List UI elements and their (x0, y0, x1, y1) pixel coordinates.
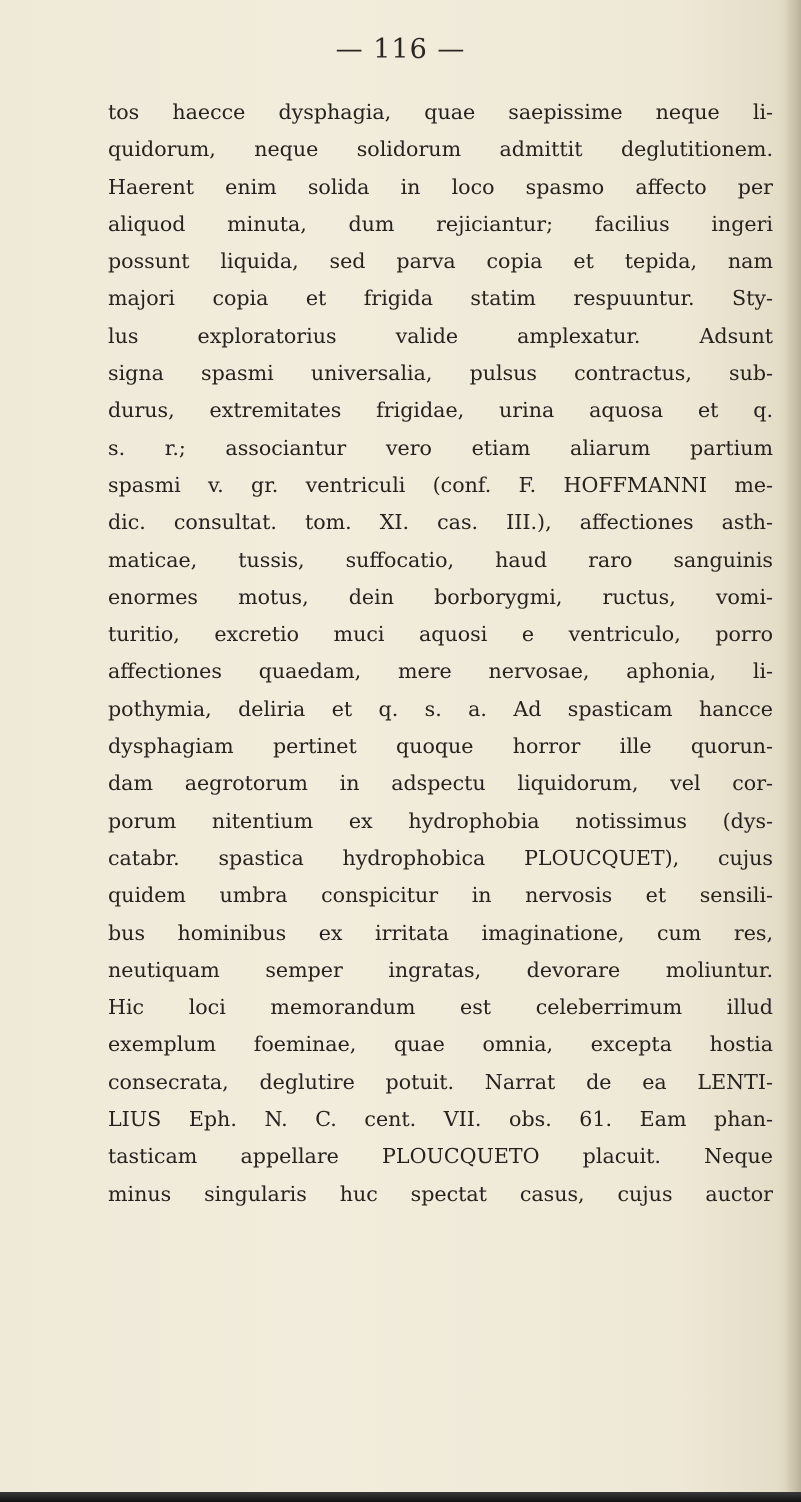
text-line: consecrata, deglutire potuit. Narrat de ea LENTI- (108, 1069, 773, 1094)
text-line: Haerent enim solida in loco spasmo affecto per (108, 174, 773, 199)
text-line: durus, extremitates frigidae, urina aquosa et q. (108, 398, 773, 423)
text-line: possunt liquida, sed parva copia et tepida, nam (108, 249, 773, 274)
text-line: turitio, excretio muci aquosi e ventriculo, porro (108, 622, 773, 647)
text-line: dam aegrotorum in adspectu liquidorum, vel cor- (108, 771, 773, 796)
text-line: bus hominibus ex irritata imaginatione, cum res, (108, 920, 773, 945)
text-line: aliquod minuta, dum rejiciantur; facilius ingeri (108, 211, 773, 236)
text-line: dic. consultat. tom. XI. cas. III.), affectiones asth- (108, 510, 773, 535)
text-line: porum nitentium ex hydrophobia notissimus (dys- (108, 808, 773, 833)
text-line: dysphagiam pertinet quoque horror ille quorun- (108, 734, 773, 759)
text-line: signa spasmi universalia, pulsus contractus, sub- (108, 361, 773, 386)
text-line: minus singularis huc spectat casus, cujus auctor (108, 1181, 773, 1206)
text-line: lus exploratorius valide amplexatur. Adsunt (108, 323, 773, 348)
text-line: tos haecce dysphagia, quae saepissime neque li- (108, 100, 773, 124)
text-line: neutiquam semper ingratas, devorare moliuntur. (108, 957, 773, 982)
text-line: catabr. spastica hydrophobica PLOUCQUET), cujus (108, 845, 773, 870)
page-edge-shadow (787, 0, 801, 1502)
text-line: LIUS Eph. N. C. cent. VII. obs. 61. Eam phan- (108, 1107, 773, 1132)
text-line: affectiones quaedam, mere nervosae, aphonia, li- (108, 659, 773, 684)
text-line: enormes motus, dein borborygmi, ructus, vomi- (108, 584, 773, 609)
text-line: tasticam appellare PLOUCQUETO placuit. Neque (108, 1144, 773, 1169)
text-line: Hic loci memorandum est celeberrimum illud (108, 995, 773, 1020)
text-line: quidem umbra conspicitur in nervosis et sensili- (108, 883, 773, 908)
text-line: maticae, tussis, suffocatio, haud raro sanguinis (108, 547, 773, 572)
text-line: pothymia, deliria et q. s. a. Ad spasticam hancce (108, 696, 773, 721)
text-line: s. r.; associantur vero etiam aliarum partium (108, 435, 773, 460)
text-line: quidorum, neque solidorum admittit deglutitionem. (108, 137, 773, 162)
text-line: spasmi v. gr. ventriculi (conf. F. HOFFMANNI me- (108, 472, 773, 497)
text-line: exemplum foeminae, quae omnia, excepta hostia (108, 1032, 773, 1057)
page-number: — 116 — (335, 34, 466, 65)
text-line: majori copia et frigida statim respuuntur. Sty- (108, 286, 773, 311)
scan-bottom-border (0, 1492, 801, 1502)
body-text (108, 94, 773, 1213)
